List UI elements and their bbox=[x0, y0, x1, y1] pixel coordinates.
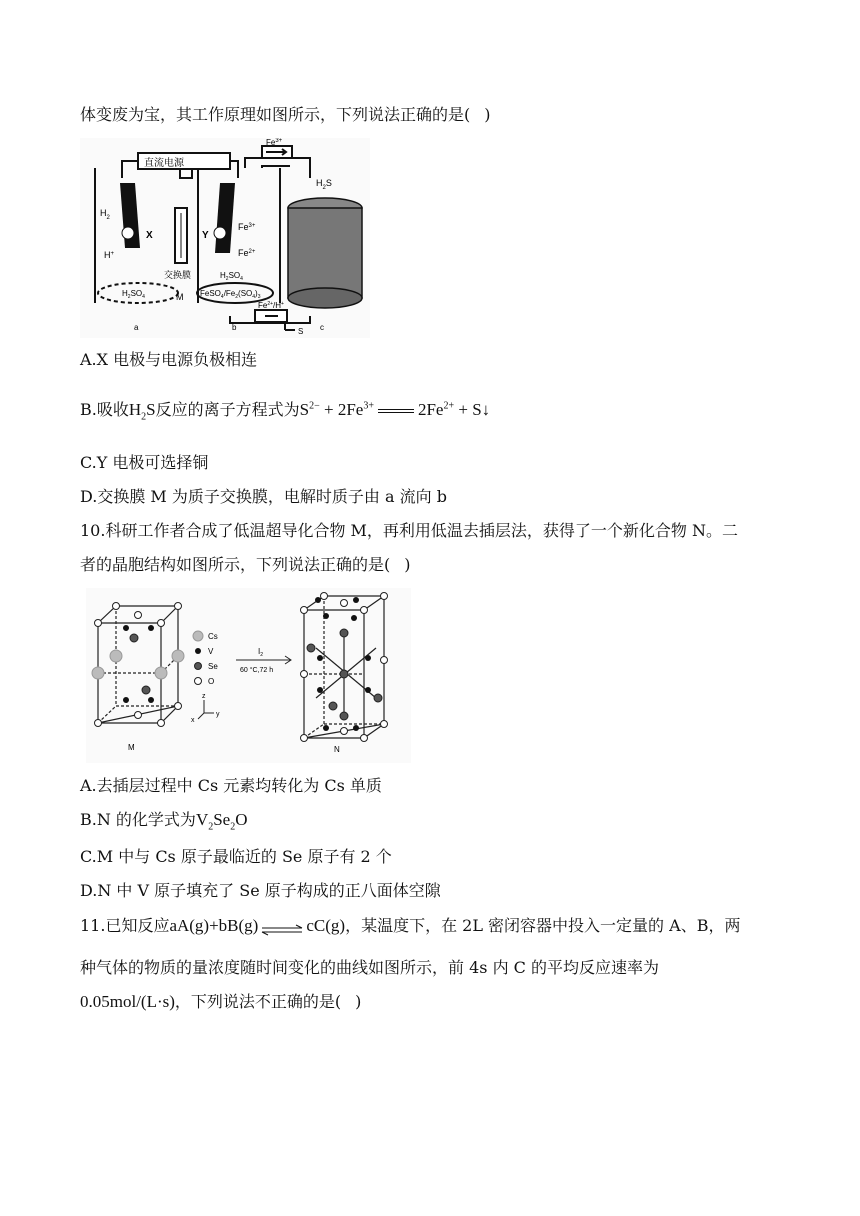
q9-h2s-label: $H_2S$ bbox=[316, 178, 332, 191]
q9-b-label: b bbox=[232, 323, 237, 332]
q9-s-label: S bbox=[298, 327, 304, 336]
legend-se: Se bbox=[208, 662, 218, 671]
q9-fe2-right: $Fe^{2+}$ bbox=[238, 248, 256, 258]
q9-h2so4-a: $H_2SO_4$ bbox=[122, 289, 145, 300]
q9-h-label: H+ bbox=[104, 250, 115, 260]
q10-option-a: A.去插层过程中 Cs 元素均转化为 Cs 单质 bbox=[80, 776, 382, 795]
q11-eq-right: cC(g) bbox=[306, 916, 346, 935]
equilibrium-arrow-icon bbox=[260, 921, 304, 933]
q9-option-b-mid: 反应的离子方程式为 bbox=[155, 400, 300, 419]
q10-option-b: B.N 的化学式为$V_2Se_2O$ bbox=[80, 810, 248, 833]
q9-option-b bbox=[80, 400, 491, 423]
q9-c-label: c bbox=[320, 323, 324, 332]
q9-bottom-box-label: $Fe^{2+}/H^+$ bbox=[258, 301, 284, 310]
arrow-top-label: $I_2$ bbox=[258, 647, 264, 658]
q10-stem-line1: 10.科研工作者合成了低温超导化合物 M，再利用低温去插层法，获得了一个新化合物 N。二 bbox=[80, 521, 739, 540]
legend-o: O bbox=[208, 677, 215, 686]
q9-membrane-label: 交换膜 bbox=[164, 270, 192, 280]
q9-electrolysis-figure bbox=[80, 138, 370, 338]
q11-eq-left: aA(g)+bB(g) bbox=[169, 916, 259, 935]
q9-stem bbox=[80, 105, 491, 125]
q9-option-c: C.Y 电极可选择铜 bbox=[80, 453, 209, 472]
axis-y: y bbox=[216, 711, 220, 718]
label-n: N bbox=[334, 745, 340, 754]
q9-power-label: 直流电源 bbox=[144, 158, 184, 169]
q9-stem-text: 体变废为宝，其工作原理如图所示，下列说法正确的是( bbox=[80, 105, 471, 124]
q9-x-label: X bbox=[146, 230, 153, 241]
q9-a-label: a bbox=[134, 323, 139, 332]
q9-option-b-prefix: B.吸收 bbox=[80, 400, 129, 419]
q9-fe3-top: $Fe^{3+}$ bbox=[266, 138, 283, 147]
q9-equals-sign bbox=[378, 409, 414, 413]
q9-h2so4-b: $H_2SO_4$ bbox=[220, 271, 243, 282]
q9-paren-close: ) bbox=[484, 105, 491, 124]
label-m: M bbox=[128, 743, 135, 752]
axis-x: x bbox=[191, 717, 195, 724]
q11-stem-line2: 种气体的物质的量浓度随时间变化的曲线如图所示，前 4s 内 C 的平均反应速率为 bbox=[80, 958, 659, 977]
arrow-bottom-label: 60 °C,72 h bbox=[240, 667, 274, 674]
q9-y-label: Y bbox=[202, 230, 209, 241]
q10-formula: $V_2Se_2O$ bbox=[195, 810, 248, 833]
axis-z: z bbox=[202, 693, 206, 700]
legend-v: V bbox=[208, 647, 214, 656]
q10-option-d: D.N 中 V 原子填充了 Se 原子构成的正八面体空隙 bbox=[80, 881, 441, 900]
q9-fe3-right: $Fe^{3+}$ bbox=[238, 222, 256, 232]
q9-h2-label: $H_2$ bbox=[100, 208, 110, 221]
q9-option-d: D.交换膜 M 为质子交换膜，电解时质子由 a 流向 b bbox=[80, 487, 447, 506]
q11-stem-line3: 0.05mol/(L·s)，下列说法不正确的是( ) bbox=[80, 992, 362, 1011]
q10-option-c: C.M 中与 Cs 原子最临近的 Se 原子有 2 个 bbox=[80, 847, 392, 866]
q9-m-label: M bbox=[176, 292, 184, 302]
q9-option-b-equation: $S^{2-} + 2Fe^{3+}$ $2Fe^{2+}$ + S↓ bbox=[299, 400, 491, 419]
legend-cs: Cs bbox=[208, 632, 218, 641]
q9-option-a: A.X 电极与电源负极相连 bbox=[80, 350, 258, 369]
q11-rate: 0.05mol/(L·s) bbox=[80, 992, 175, 1011]
q9-option-b-h2s: $H_2S$ bbox=[128, 400, 156, 423]
q11-stem-line1: 11.已知反应aA(g)+bB(g) cC(g)，某温度下，在 2L 密闭容器中投入一定量的 A、B，两 bbox=[80, 916, 741, 935]
q9-feso4-label: $FeSO_4/Fe_2(SO_4)_3$ bbox=[200, 289, 261, 300]
q10-crystal-figure bbox=[86, 588, 411, 763]
precipitate-arrow-icon: ↓ bbox=[481, 400, 491, 419]
q10-stem-line2: 者的晶胞结构如图所示，下列说法正确的是( ) bbox=[80, 555, 411, 574]
